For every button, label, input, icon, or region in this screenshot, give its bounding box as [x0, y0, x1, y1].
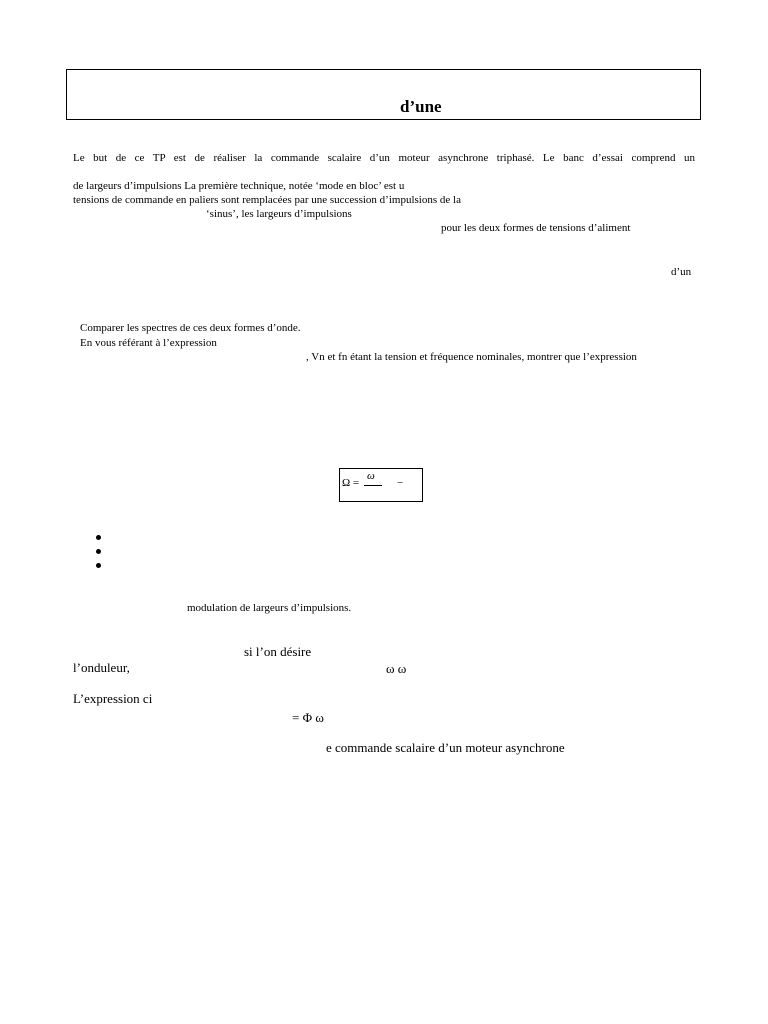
paragraph-line-1: Le but de ce TP est de réaliser la commande scalaire d’un moteur asynchrone triphasé. Le banc d’essai comprend un — [73, 152, 695, 164]
bullet-1 — [96, 535, 101, 540]
question-2: En vous référant à l’expression — [80, 337, 217, 349]
bullet-3 — [96, 563, 101, 568]
paragraph-line-4: ‘sinus’, les largeurs d’impulsions — [206, 208, 352, 220]
bullet-2 — [96, 549, 101, 554]
section2-line-3: l’onduleur, — [73, 660, 130, 675]
paragraph-line-3: tensions de commande en paliers sont remplacées par une succession d’impulsions de la — [73, 194, 461, 206]
section2-line-4: ω ω — [386, 661, 407, 676]
title-box — [66, 69, 701, 120]
formula-numerator: ω — [367, 470, 375, 482]
section2-line-1: modulation de largeurs d’impulsions. — [187, 602, 352, 614]
paragraph-line-6: d’un — [671, 266, 692, 278]
formula-minus: − — [397, 477, 404, 489]
paragraph-line-2: de largeurs d’impulsions La première technique, notée ‘mode en bloc’ est u — [73, 180, 405, 192]
question-1: Comparer les spectres de ces deux formes d’onde. — [80, 322, 301, 334]
paragraph-line-5: pour les deux formes de tensions d’aliment — [441, 222, 631, 234]
fraction-bar — [364, 485, 382, 486]
section2-line-7: e commande scalaire d’un moteur asynchrone — [326, 740, 565, 755]
question-3: , Vn et fn étant la tension et fréquence nominales, montrer que l’expression — [306, 351, 637, 363]
section2-line-2: si l’on désire — [244, 644, 312, 659]
formula-lhs: Ω = — [342, 477, 360, 489]
document-title: d’une — [400, 97, 442, 116]
section2-line-6: = Φ ω — [292, 710, 324, 725]
section2-line-5: L’expression ci — [73, 691, 153, 706]
